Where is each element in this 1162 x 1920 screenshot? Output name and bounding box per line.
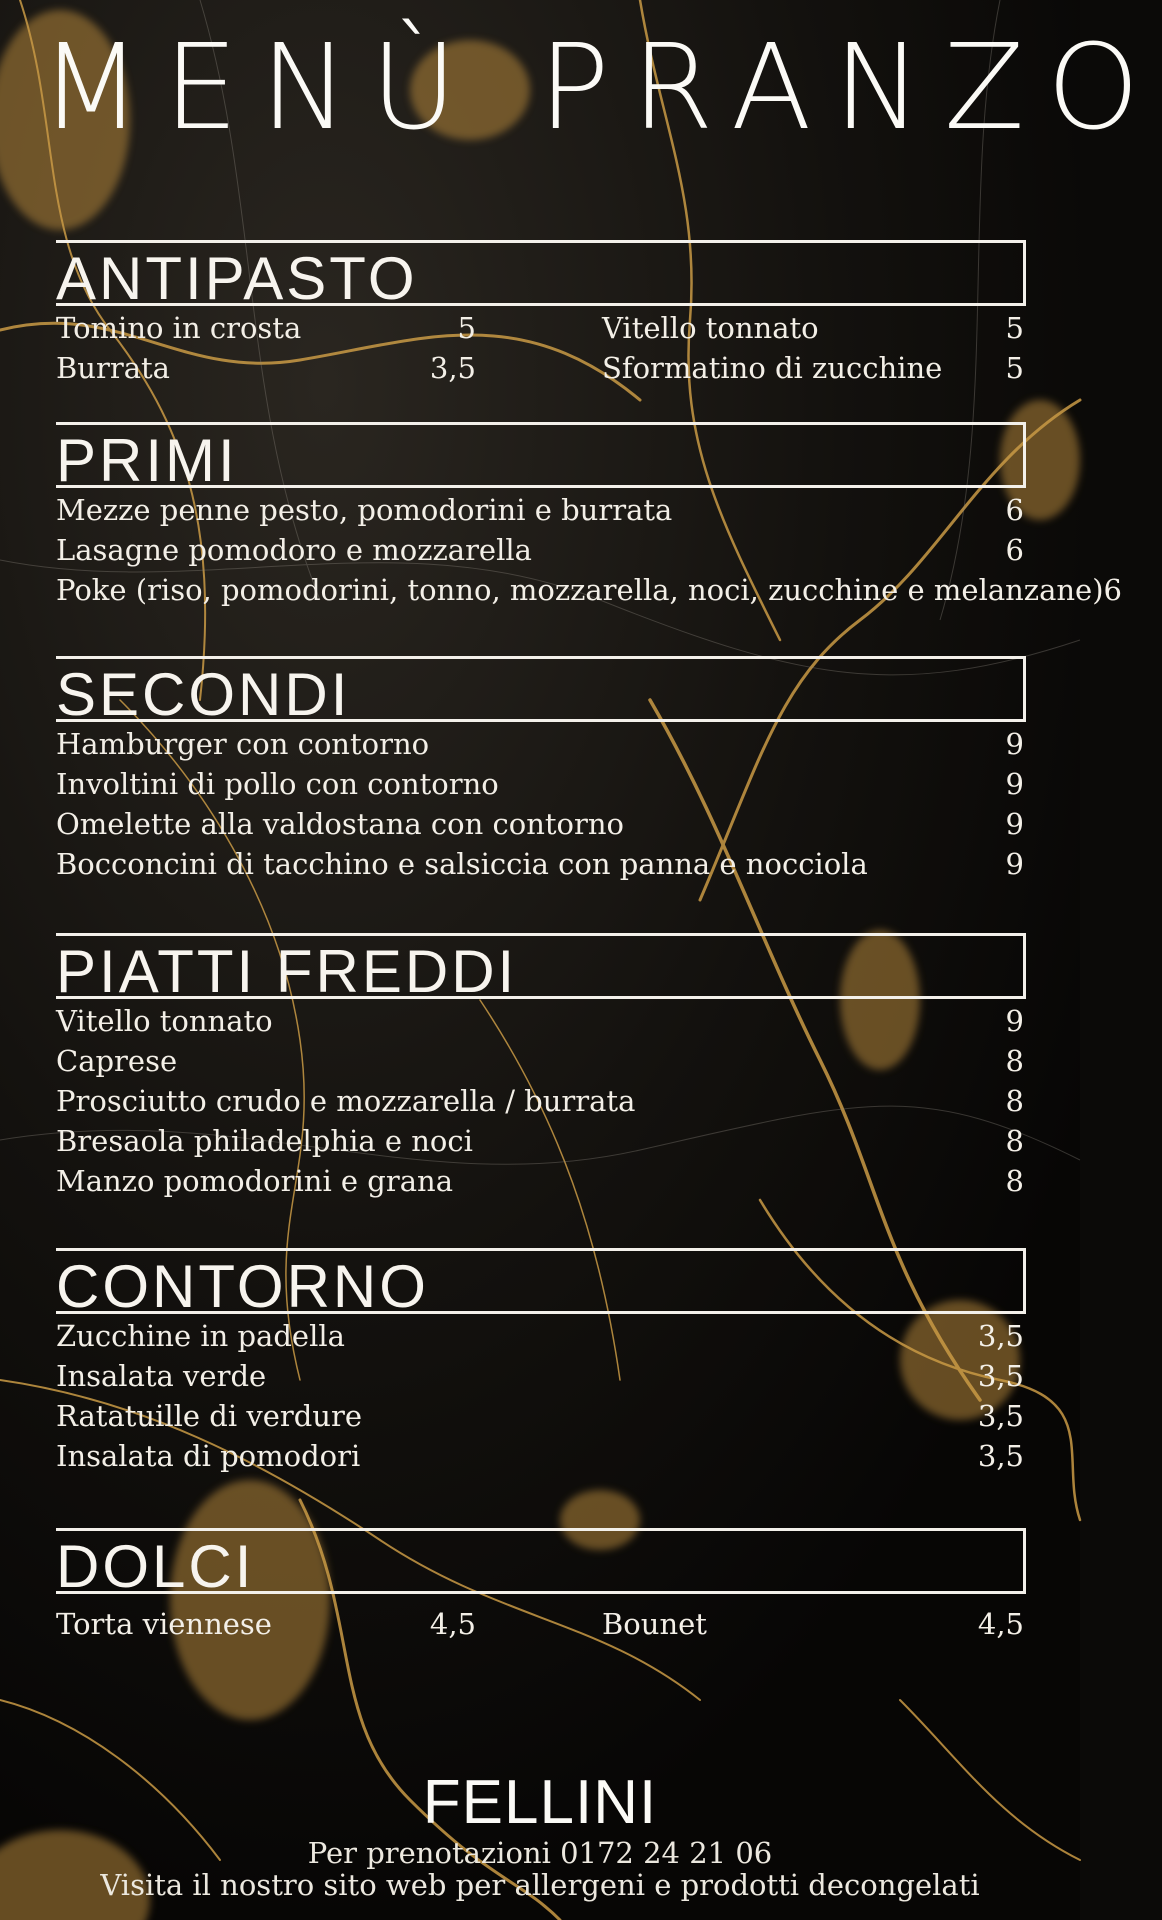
item-name: Vitello tonnato: [602, 311, 819, 345]
item-name: Caprese: [56, 1044, 178, 1078]
brand-name: FELLINI: [422, 1768, 658, 1837]
item-name: Insalata di pomodori: [56, 1439, 361, 1473]
item-price: 8: [1005, 1044, 1024, 1078]
section-header-box: [56, 656, 1026, 728]
menu-item: [56, 1001, 1026, 1041]
item-name: Mezze penne pesto, pomodorini e burrata: [56, 493, 673, 527]
section-header-box: [56, 933, 1026, 1005]
item-price: 8: [1005, 1084, 1024, 1118]
section-items: [56, 308, 1026, 388]
item-name: Manzo pomodorini e grana: [56, 1164, 453, 1198]
menu-item: [56, 530, 1026, 570]
item-name: Vitello tonnato: [56, 1004, 273, 1038]
menu-item: [56, 1436, 1026, 1476]
item-price: 3,5: [977, 1439, 1024, 1473]
menu-item: [56, 348, 478, 388]
item-price: 3,5: [977, 1359, 1024, 1393]
item-name: Poke (riso, pomodorini, tonno, mozzarella, noci, zucchine e melanzane): [56, 573, 1104, 607]
section-secondi: [56, 656, 1026, 884]
menu-item: [602, 308, 1026, 348]
menu-item: [56, 1396, 1026, 1436]
menu-item: [56, 764, 1026, 804]
section-items: [56, 1001, 1026, 1201]
item-price: 5: [1005, 351, 1024, 385]
item-name: Bounet: [602, 1607, 707, 1641]
section-items: [56, 1316, 1026, 1476]
item-price: 6: [1005, 493, 1024, 527]
menu-item: [56, 1081, 1026, 1121]
item-price: 5: [1005, 311, 1024, 345]
section-title: PRIMI: [56, 427, 238, 494]
section-piatti-freddi: [56, 933, 1026, 1201]
section-title: PIATTI FREDDI: [56, 938, 518, 1005]
item-price: 9: [1005, 807, 1024, 841]
section-title: DOLCI: [56, 1533, 255, 1600]
item-price: 8: [1005, 1124, 1024, 1158]
section-items: [56, 1604, 1026, 1644]
menu-item: [56, 1161, 1026, 1201]
menu-item: [56, 1041, 1026, 1081]
menu-title: MENÙ PRANZO: [40, 18, 1162, 156]
section-header-box: [56, 240, 1026, 312]
item-price: 5: [457, 311, 476, 345]
section-dolci: [56, 1528, 1026, 1644]
section-header-box: [56, 1528, 1026, 1600]
item-price: 9: [1005, 1004, 1024, 1038]
reservation-phone: Per prenotazioni 0172 24 21 06: [307, 1836, 773, 1870]
item-price: 9: [1005, 727, 1024, 761]
menu-item: [56, 570, 1122, 610]
item-price: 6: [1005, 533, 1024, 567]
item-price: 8: [1005, 1164, 1024, 1198]
section-items: [56, 724, 1026, 884]
section-title: SECONDI: [56, 661, 351, 728]
item-name: Burrata: [56, 351, 170, 385]
item-name: Lasagne pomodoro e mozzarella: [56, 533, 532, 567]
menu-item: [56, 308, 478, 348]
item-price: 6: [1103, 573, 1122, 607]
menu-item: [56, 804, 1026, 844]
menu-item: [56, 844, 1026, 884]
item-name: Insalata verde: [56, 1359, 267, 1393]
item-price: 3,5: [429, 351, 476, 385]
menu-item: [56, 1604, 478, 1644]
item-price: 4,5: [977, 1607, 1024, 1641]
item-price: 4,5: [429, 1607, 476, 1641]
section-header-box: [56, 422, 1026, 494]
item-name: Bresaola philadelphia e noci: [56, 1124, 473, 1158]
menu-item: [56, 1316, 1026, 1356]
allergen-note: Visita il nostro sito web per allergeni e prodotti decongelati: [100, 1868, 980, 1902]
item-price: 3,5: [977, 1319, 1024, 1353]
item-name: Prosciutto crudo e mozzarella / burrata: [56, 1084, 636, 1118]
section-title: CONTORNO: [56, 1253, 429, 1320]
item-price: 9: [1005, 767, 1024, 801]
section-antipasto: [56, 240, 1026, 388]
item-name: Tomino in crosta: [56, 311, 302, 345]
menu-item: [602, 348, 1026, 388]
item-name: Sformatino di zucchine: [602, 351, 943, 385]
menu-item: [56, 1356, 1026, 1396]
item-price: 9: [1005, 847, 1024, 881]
item-name: Zucchine in padella: [56, 1319, 345, 1353]
section-primi: [56, 422, 1122, 610]
item-name: Hamburger con contorno: [56, 727, 430, 761]
menu-item: [56, 1121, 1026, 1161]
item-name: Omelette alla valdostana con contorno: [56, 807, 624, 841]
item-price: 3,5: [977, 1399, 1024, 1433]
menu-item: [56, 724, 1026, 764]
section-items: [56, 490, 1122, 610]
item-name: Ratatuille di verdure: [56, 1399, 363, 1433]
section-contorno: [56, 1248, 1026, 1476]
item-name: Bocconcini di tacchino e salsiccia con panna e nocciola: [56, 847, 868, 881]
menu-item: [602, 1604, 1026, 1644]
section-header-box: [56, 1248, 1026, 1320]
item-name: Involtini di pollo con contorno: [56, 767, 499, 801]
section-title: ANTIPASTO: [56, 245, 418, 312]
menu-item: [56, 490, 1026, 530]
item-name: Torta viennese: [56, 1607, 272, 1641]
